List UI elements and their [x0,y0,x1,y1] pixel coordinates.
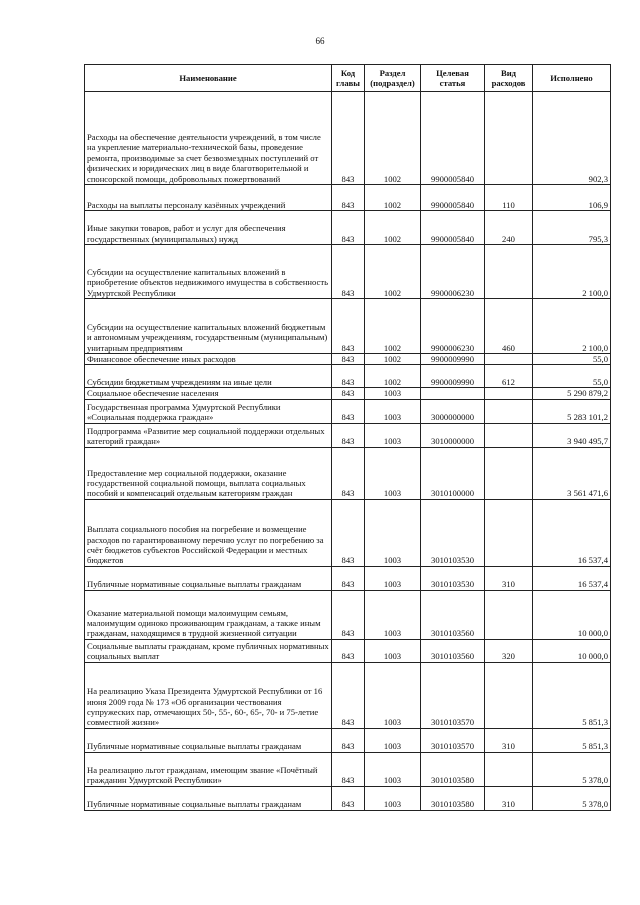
cell-code: 843 [332,299,365,354]
cell-expense [485,354,533,365]
header-target: Целевая статья [421,65,485,92]
cell-expense: 460 [485,299,533,354]
cell-code: 843 [332,447,365,499]
cell-target: 3010000000 [421,423,485,447]
table-row [85,447,611,499]
cell-section: 1002 [365,185,421,211]
cell-section: 1002 [365,245,421,299]
cell-code: 843 [332,728,365,752]
cell-target: 9900005840 [421,211,485,245]
table-row [85,299,611,354]
cell-executed: 16 537,4 [533,499,611,566]
cell-code: 843 [332,786,365,810]
table-row [85,388,611,399]
cell-executed: 2 100,0 [533,299,611,354]
cell-executed: 10 000,0 [533,639,611,662]
table-row [85,399,611,423]
cell-expense [485,662,533,728]
cell-target: 3010103560 [421,590,485,639]
cell-section: 1003 [365,728,421,752]
cell-executed: 902,3 [533,92,611,185]
cell-executed: 5 851,3 [533,662,611,728]
cell-name: Социальные выплаты гражданам, кроме публичных нормативных социальных выплат [85,639,332,662]
cell-target: 3010103560 [421,639,485,662]
cell-section: 1002 [365,211,421,245]
cell-code: 843 [332,185,365,211]
cell-expense [485,399,533,423]
cell-executed: 5 851,3 [533,728,611,752]
cell-executed: 55,0 [533,365,611,388]
cell-target: 9900005840 [421,185,485,211]
cell-target: 9900009990 [421,365,485,388]
cell-code: 843 [332,423,365,447]
cell-section: 1003 [365,662,421,728]
page-number: 66 [315,36,325,46]
cell-section: 1002 [365,299,421,354]
cell-section: 1003 [365,499,421,566]
header-row [85,65,611,92]
cell-section: 1003 [365,786,421,810]
cell-code: 843 [332,211,365,245]
cell-target: 3010103570 [421,662,485,728]
cell-expense: 310 [485,728,533,752]
table-row [85,365,611,388]
table-body [85,92,611,811]
cell-code: 843 [332,354,365,365]
cell-code: 843 [332,499,365,566]
cell-target: 3000000000 [421,399,485,423]
cell-expense: 110 [485,185,533,211]
cell-executed: 106,9 [533,185,611,211]
cell-name: Публичные нормативные социальные выплаты гражданам [85,566,332,590]
table-row [85,211,611,245]
cell-code: 843 [332,566,365,590]
cell-expense [485,590,533,639]
cell-section: 1002 [365,365,421,388]
cell-expense: 310 [485,566,533,590]
table-row [85,728,611,752]
table-row [85,639,611,662]
cell-name: Расходы на выплаты персоналу казённых учреждений [85,185,332,211]
cell-executed: 5 378,0 [533,752,611,786]
cell-code: 843 [332,92,365,185]
cell-name: Предоставление мер социальной поддержки, оказание государственной социальной помощи, выплата социальных пособий и компенсаций отдельным категориям граждан [85,447,332,499]
cell-name: Публичные нормативные социальные выплаты гражданам [85,728,332,752]
cell-target: 3010100000 [421,447,485,499]
cell-expense: 320 [485,639,533,662]
cell-expense [485,388,533,399]
cell-section: 1003 [365,423,421,447]
cell-code: 843 [332,590,365,639]
cell-executed: 5 283 101,2 [533,399,611,423]
budget-table [84,64,611,811]
header-expense: Вид расходов [485,65,533,92]
cell-target: 9900009990 [421,354,485,365]
table-row [85,92,611,185]
cell-code: 843 [332,399,365,423]
cell-expense: 612 [485,365,533,388]
cell-expense [485,245,533,299]
cell-target: 3010103580 [421,752,485,786]
cell-executed: 55,0 [533,354,611,365]
table-row [85,566,611,590]
header-executed: Исполнено [533,65,611,92]
cell-code: 843 [332,365,365,388]
cell-section: 1003 [365,639,421,662]
table-row [85,786,611,810]
table-row [85,499,611,566]
cell-target: 3010103570 [421,728,485,752]
table-header [85,65,611,92]
cell-target: 9900006230 [421,245,485,299]
table-row [85,590,611,639]
cell-expense [485,752,533,786]
cell-code: 843 [332,752,365,786]
cell-name: Подпрограмма «Развитие мер социальной поддержки отдельных категорий граждан» [85,423,332,447]
header-code: Код главы [332,65,365,92]
cell-name: Субсидии бюджетным учреждениям на иные цели [85,365,332,388]
cell-code: 843 [332,662,365,728]
cell-executed: 5 290 879,2 [533,388,611,399]
cell-section: 1002 [365,92,421,185]
table-row [85,245,611,299]
cell-name: На реализацию Указа Президента Удмуртской Республики от 16 июня 2009 года № 173 «Об организации чествования супружеских пар, отмечающих 50-, 55-, 60-, 65-, 70- и 75-летие совместной жизни» [85,662,332,728]
cell-target: 3010103580 [421,786,485,810]
cell-target: 3010103530 [421,499,485,566]
cell-name: Публичные нормативные социальные выплаты гражданам [85,786,332,810]
cell-expense [485,92,533,185]
cell-executed: 795,3 [533,211,611,245]
cell-name: Иные закупки товаров, работ и услуг для обеспечения государственных (муниципальных) нужд [85,211,332,245]
cell-target [421,388,485,399]
cell-target: 9900005840 [421,92,485,185]
cell-executed: 2 100,0 [533,245,611,299]
cell-executed: 16 537,4 [533,566,611,590]
cell-section: 1003 [365,388,421,399]
cell-executed: 3 940 495,7 [533,423,611,447]
cell-name: Субсидии на осуществление капитальных вложений в приобретение объектов недвижимого имущества в собственность Удмуртской Республики [85,245,332,299]
cell-name: Государственная программа Удмуртской Республики «Социальная поддержка граждан» [85,399,332,423]
header-section: Раздел (подраздел) [365,65,421,92]
cell-code: 843 [332,639,365,662]
cell-name: Субсидии на осуществление капитальных вложений бюджетным и автономным учреждениям, государственным (муниципальным) унитарным предприятиям [85,299,332,354]
cell-name: Финансовое обеспечение иных расходов [85,354,332,365]
table-row [85,354,611,365]
header-name: Наименование [85,65,332,92]
cell-section: 1003 [365,399,421,423]
table-row [85,752,611,786]
cell-section: 1003 [365,566,421,590]
cell-executed: 10 000,0 [533,590,611,639]
cell-section: 1003 [365,447,421,499]
table-row [85,662,611,728]
table-row [85,423,611,447]
cell-target: 3010103530 [421,566,485,590]
cell-expense [485,499,533,566]
cell-name: Социальное обеспечение населения [85,388,332,399]
cell-section: 1003 [365,590,421,639]
cell-target: 9900006230 [421,299,485,354]
cell-expense [485,423,533,447]
table-row [85,185,611,211]
cell-name: Оказание материальной помощи малоимущим семьям, малоимущим одиноко проживающим гражданам, а также иным гражданам, находящимся в трудной жизненной ситуации [85,590,332,639]
cell-expense: 240 [485,211,533,245]
cell-name: На реализацию льгот гражданам, имеющим звание «Почётный гражданин Удмуртской Республики» [85,752,332,786]
cell-executed: 5 378,0 [533,786,611,810]
cell-name: Расходы на обеспечение деятельности учреждений, в том числе на укрепление материально-технической базы, проведение ремонта, производимые за счет безвозмездных поступлений от физических и юридических лиц в виде благотворительной и спонсорской помощи, добровольных пожертвований [85,92,332,185]
cell-code: 843 [332,388,365,399]
cell-code: 843 [332,245,365,299]
cell-section: 1002 [365,354,421,365]
cell-expense [485,447,533,499]
cell-name: Выплата социального пособия на погребение и возмещение расходов по гарантированному перечню услуг по погребению за счёт бюджетов субъектов Российской Федерации и местных бюджетов [85,499,332,566]
cell-executed: 3 561 471,6 [533,447,611,499]
cell-expense: 310 [485,786,533,810]
cell-section: 1003 [365,752,421,786]
